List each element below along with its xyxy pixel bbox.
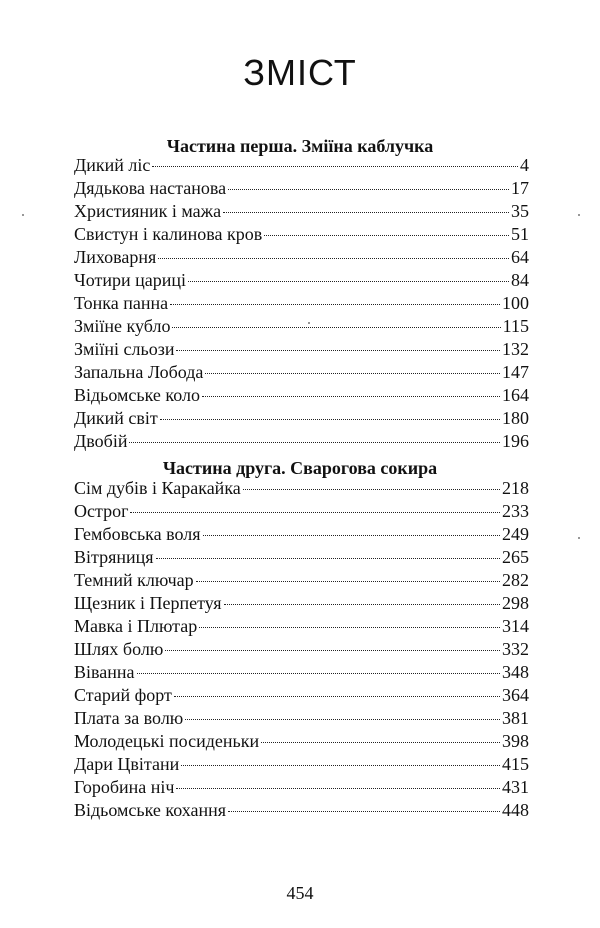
toc-entry-title: Дядькова настанова [74, 178, 227, 198]
toc-list-part-two [74, 478, 529, 823]
toc-leader-dots [172, 327, 500, 328]
toc-leader-dots [156, 558, 500, 559]
toc-entry [74, 224, 529, 247]
toc-entry-page: 398 [502, 731, 529, 751]
toc-entry-page: 364 [502, 685, 529, 705]
toc-leader-dots [160, 419, 500, 420]
toc-entry-title: Відьомське коло [74, 385, 200, 405]
toc-entry [74, 316, 529, 339]
toc-entry-page: 431 [502, 777, 529, 797]
toc-entry [74, 478, 529, 501]
toc-leader-dots [174, 696, 500, 697]
toc-leader-dots [199, 627, 500, 628]
toc-entry [74, 155, 529, 178]
toc-leader-dots [129, 442, 500, 443]
toc-entry-page: 415 [502, 754, 529, 774]
toc-entry [74, 754, 529, 777]
toc-entry-page: 4 [520, 155, 529, 175]
scan-speck [22, 214, 24, 216]
section-heading-part-one: Частина перша. Зміїна каблучка [166, 136, 434, 156]
toc-entry-title: Дикий світ [74, 408, 158, 428]
toc-entry-title: Двобій [74, 431, 128, 451]
toc-leader-dots [185, 719, 500, 720]
toc-leader-dots [196, 581, 500, 582]
toc-entry-title: Шлях болю [74, 639, 164, 659]
toc-entry-title: Зміїне кубло [74, 316, 171, 336]
toc-entry-title: Лиховарня [74, 247, 157, 267]
toc-entry [74, 547, 529, 570]
section-heading-part-two: Частина друга. Сварогова сокира [162, 458, 438, 478]
toc-entry [74, 362, 529, 385]
toc-entry-title: Гембовська воля [74, 524, 201, 544]
toc-entry [74, 616, 529, 639]
toc-entry-title: Віванна [74, 662, 135, 682]
toc-leader-dots [224, 604, 500, 605]
toc-entry [74, 339, 529, 362]
scan-speck [578, 537, 580, 539]
toc-entry [74, 408, 529, 431]
toc-entry-title: Відьомське кохання [74, 800, 227, 820]
toc-leader-dots [202, 396, 500, 397]
toc-entry-page: 381 [502, 708, 529, 728]
toc-entry-title: Темний ключар [74, 570, 194, 590]
toc-entry [74, 800, 529, 823]
toc-entry-title: Старий форт [74, 685, 172, 705]
toc-entry [74, 708, 529, 731]
toc-entry-title: Острог [74, 501, 129, 521]
toc-leader-dots [261, 742, 500, 743]
toc-entry-page: 17 [511, 178, 529, 198]
toc-entry-title: Дари Цвітани [74, 754, 180, 774]
toc-leader-dots [264, 235, 509, 236]
toc-entry [74, 501, 529, 524]
toc-leader-dots [223, 212, 509, 213]
toc-entry-title: Щезник і Перпетуя [74, 593, 222, 613]
toc-entry [74, 570, 529, 593]
toc-entry [74, 731, 529, 754]
toc-entry-page: 282 [502, 570, 529, 590]
toc-leader-dots [137, 673, 500, 674]
toc-entry-title: Молодецькі посиденьки [74, 731, 260, 751]
toc-entry-title: Горобина ніч [74, 777, 175, 797]
toc-entry-title: Сім дубів і Каракайка [74, 478, 241, 498]
toc-leader-dots [243, 489, 500, 490]
toc-entry-page: 100 [502, 293, 529, 313]
toc-entry-title: Чотири цариці [74, 270, 186, 290]
toc-entry-page: 84 [511, 270, 529, 290]
toc-entry [74, 777, 529, 800]
toc-entry-page: 51 [511, 224, 529, 244]
toc-entry-page: 180 [502, 408, 529, 428]
toc-leader-dots [228, 189, 509, 190]
toc-leader-dots [203, 535, 500, 536]
toc-entry [74, 247, 529, 270]
toc-leader-dots [228, 811, 500, 812]
toc-entry-page: 348 [502, 662, 529, 682]
toc-entry [74, 524, 529, 547]
toc-entry-page: 233 [502, 501, 529, 521]
toc-entry-page: 298 [502, 593, 529, 613]
toc-entry [74, 431, 529, 454]
toc-list-part-one [74, 155, 529, 454]
toc-entry [74, 593, 529, 616]
toc-leader-dots [165, 650, 500, 651]
toc-entry [74, 178, 529, 201]
toc-leader-dots [130, 512, 500, 513]
page-number: 454 [286, 883, 314, 903]
toc-leader-dots [176, 350, 500, 351]
toc-leader-dots [181, 765, 500, 766]
toc-entry-page: 132 [502, 339, 529, 359]
toc-entry-page: 115 [502, 316, 529, 336]
toc-entry-page: 448 [502, 800, 529, 820]
toc-entry-title: Мавка і Плютар [74, 616, 198, 636]
toc-entry-page: 314 [502, 616, 529, 636]
toc-entry [74, 201, 529, 224]
toc-entry-title: Свистун і калинова кров [74, 224, 263, 244]
toc-entry-title: Християник і мажа [74, 201, 222, 221]
toc-entry [74, 293, 529, 316]
toc-entry-page: 64 [511, 247, 529, 267]
toc-entry-title: Плата за волю [74, 708, 184, 728]
scan-speck [308, 322, 310, 324]
toc-entry [74, 685, 529, 708]
scan-speck [578, 214, 580, 216]
toc-entry-page: 265 [502, 547, 529, 567]
toc-entry-page: 249 [502, 524, 529, 544]
toc-leader-dots [152, 166, 518, 167]
page-title: ЗМІСТ [243, 52, 357, 93]
toc-entry-page: 35 [511, 201, 529, 221]
toc-entry-page: 196 [502, 431, 529, 451]
toc-entry-title: Дикий ліс [74, 155, 151, 175]
toc-entry-page: 147 [502, 362, 529, 382]
toc-entry-page: 332 [502, 639, 529, 659]
toc-leader-dots [176, 788, 500, 789]
toc-entry [74, 662, 529, 685]
toc-entry [74, 385, 529, 408]
toc-leader-dots [170, 304, 500, 305]
toc-leader-dots [205, 373, 500, 374]
toc-entry [74, 639, 529, 662]
toc-entry-title: Запальна Лобода [74, 362, 204, 382]
toc-entry-page: 164 [502, 385, 529, 405]
toc-entry-title: Зміїні сльози [74, 339, 175, 359]
toc-entry-title: Вітряниця [74, 547, 154, 567]
toc-entry [74, 270, 529, 293]
toc-leader-dots [158, 258, 509, 259]
toc-entry-page: 218 [502, 478, 529, 498]
toc-entry-title: Тонка панна [74, 293, 169, 313]
toc-leader-dots [188, 281, 509, 282]
